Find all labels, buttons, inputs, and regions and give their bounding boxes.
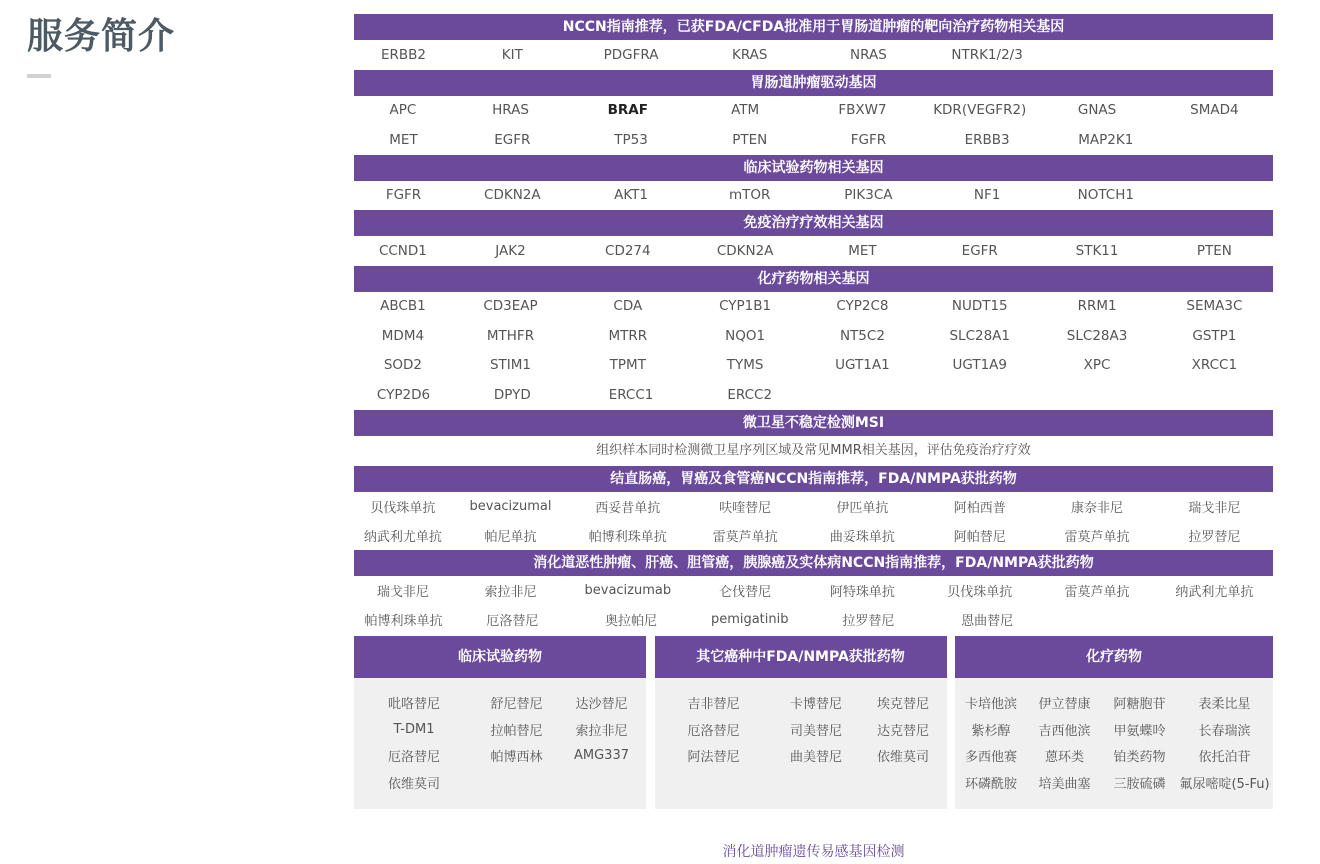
section-header: 免疫治疗疗效相关基因 [354,210,1273,236]
drug-name: 奥拉帕尼 [605,613,658,629]
drug-row [354,521,1273,550]
drug-boxes [354,636,1273,809]
gene-name: PIK3CA [844,187,893,204]
drug-name: 卡博替尼 [789,697,842,713]
drug-name: 吉西他滨 [1038,723,1091,739]
gene-name: NOTCH1 [1077,187,1134,204]
drug-name: 瑞戈非尼 [376,584,429,600]
drug-name: 舒尼替尼 [490,697,543,713]
gene-name: XRCC1 [1191,357,1238,374]
box-row [655,743,947,770]
gene-name: EGFR [494,131,531,148]
drug-name: 阿特珠单抗 [829,584,895,600]
box-header: 其它癌种中FDA/NMPA获批药物 [655,636,947,678]
gene-row [354,125,1273,155]
gene-row [354,96,1273,126]
box-row [655,716,947,743]
drug-name: 伊匹单抗 [836,500,889,516]
gene-row [354,40,1273,70]
drug-name: 西妥昔单抗 [595,500,661,516]
section-header: 消化道恶性肿瘤、肝癌、胆管癌，胰腺癌及实体病NCCN指南推荐，FDA/NMPA获批药物 [354,550,1273,576]
gene-name: PTEN [732,131,768,148]
drug-name: 多西他赛 [964,750,1017,766]
gene-name: MDM4 [381,327,425,344]
gene-name: ATM [731,102,760,119]
box-row [955,743,1273,770]
drug-name: 依维莫司 [387,776,440,792]
drug-name: 环磷酰胺 [964,776,1017,792]
drug-row [354,492,1273,521]
box-header: 化疗药物 [955,636,1273,678]
drug-name: 蒽环类 [1044,750,1084,766]
gene-name: STK11 [1075,242,1119,259]
gene-name: MAP2K1 [1078,131,1134,148]
box-row [354,769,646,796]
gene-name: mTOR [729,187,771,204]
gene-name: PDGFRA [603,46,659,63]
gene-name: KDR(VEGFR2) [933,102,1027,119]
drug-name: 瑞戈非尼 [1188,500,1241,516]
box-row [354,743,646,770]
gene-name: APC [389,102,417,119]
service-content [354,14,1273,809]
gene-name: CCND1 [378,242,427,259]
drug-name: 铂类药物 [1113,750,1166,766]
drug-name: 厄洛替尼 [387,750,440,766]
gene-name: FBXW7 [838,102,887,119]
section-header: 结直肠癌，胃癌及食管癌NCCN指南推荐，FDA/NMPA获批药物 [354,466,1273,492]
gene-name: CD3EAP [483,298,538,315]
gene-row [354,351,1273,381]
drug-name: 恩曲替尼 [961,613,1014,629]
gene-name: SLC28A3 [1066,327,1128,344]
gene-name: NRAS [850,46,887,63]
drug-name: 雷莫芦单抗 [1064,584,1130,600]
drug-name: 氟尿嘧啶(5-Fu) [1179,776,1270,792]
gene-name: SOD2 [383,357,423,374]
drug-name: 依托泊苷 [1198,750,1251,766]
gene-name: FGFR [385,187,422,204]
gene-name: CYP2D6 [376,386,431,403]
gene-name: KIT [501,46,523,63]
box-row [354,716,646,743]
gene-name: NT5C2 [839,327,885,344]
gene-name: DPYD [493,386,531,403]
drug-name: pemigatinib [710,611,789,627]
gene-name: EGFR [961,242,998,259]
gene-name: TPMT [609,357,646,374]
gene-name: MTHFR [486,327,535,344]
box-body [955,678,1273,796]
drug-name: 索拉非尼 [484,584,537,600]
drug-box [354,636,646,809]
title-divider [27,74,51,78]
box-row [354,690,646,717]
hereditary-test-link[interactable]: 消化道肿瘤遗传易感基因检测 [722,844,905,860]
gene-name: UGT1A9 [952,357,1008,374]
drug-name: 雷莫芦单抗 [712,529,778,545]
gene-name: NF1 [973,187,1001,204]
gene-name: PTEN [1196,242,1232,259]
box-row [955,769,1273,796]
drug-name: 表柔比星 [1198,697,1251,713]
drug-name: 帕博西林 [490,750,543,766]
drug-name: 紫杉醇 [971,723,1011,739]
gene-name: BRAF [607,102,648,119]
gene-name: TYMS [726,357,764,374]
gene-name: ERBB2 [380,46,427,63]
gene-name: AKT1 [614,187,648,204]
drug-name: 纳武利尤单抗 [1175,584,1254,600]
gene-name: SLC28A1 [949,327,1011,344]
gene-name: MET [389,131,418,148]
section-header: 胃肠道肿瘤驱动基因 [354,70,1273,96]
drug-name: 阿帕替尼 [953,529,1006,545]
section-header: NCCN指南推荐，已获FDA/CFDA批准用于胃肠道肿瘤的靶向治疗药物相关基因 [354,14,1273,40]
drug-name: 雷莫芦单抗 [1064,529,1130,545]
drug-name: 阿柏西普 [953,500,1006,516]
gene-name: MTRR [608,327,648,344]
gene-name: MET [848,242,877,259]
drug-name: 培美曲塞 [1038,776,1091,792]
drug-row [354,605,1273,634]
drug-name: 贝伐珠单抗 [370,500,436,516]
gene-name: XPC [1083,357,1111,374]
gene-name: ABCB1 [380,298,426,315]
drug-name: 吡咯替尼 [387,697,440,713]
box-row [655,690,947,717]
section-header: 化疗药物相关基因 [354,266,1273,292]
drug-name: 帕博利珠单抗 [588,529,667,545]
gene-name: CDA [613,298,643,315]
page-title: 服务简介 [27,16,176,57]
gene-name: UGT1A1 [835,357,890,374]
gene-name: TP53 [614,131,648,148]
drug-name: 司美替尼 [789,723,842,739]
gene-row [354,292,1273,322]
drug-name: 阿法替尼 [687,750,740,766]
gene-name: NTRK1/2/3 [951,46,1023,63]
box-body [655,678,947,770]
drug-name: 厄洛替尼 [486,613,539,629]
gene-name: SEMA3C [1186,298,1243,315]
gene-name: ERCC2 [727,386,773,403]
drug-name: 卡培他滨 [964,697,1017,713]
drug-name: 帕尼单抗 [484,529,537,545]
drug-name: 呋喹替尼 [719,500,772,516]
drug-name: 纳武利尤单抗 [363,529,442,545]
drug-name: 吉非替尼 [687,697,740,713]
drug-name: bevacizumal [469,498,552,514]
drug-name: 依维莫司 [876,750,929,766]
drug-name: bevacizumab [584,582,672,598]
drug-name: 埃克替尼 [876,697,929,713]
gene-name: RRM1 [1077,298,1117,315]
drug-name: 拉罗替尼 [1188,529,1241,545]
section-header: 临床试验药物相关基因 [354,155,1273,181]
gene-name: HRAS [492,102,529,119]
gene-name: CDKN2A [484,187,541,204]
gene-name: NUDT15 [951,298,1008,315]
box-row [955,690,1273,717]
drug-name: 伊立替康 [1038,697,1091,713]
gene-name: CYP2C8 [836,298,889,315]
drug-name: 长春瑞滨 [1198,723,1251,739]
box-header: 临床试验药物 [354,636,646,678]
drug-name: 康奈非尼 [1071,500,1124,516]
drug-name: 拉帕替尼 [490,723,543,739]
drug-name: 曲美替尼 [789,750,842,766]
gene-name: STIM1 [489,357,532,374]
drug-name: 厄洛替尼 [687,723,740,739]
section-header: 微卫星不稳定检测MSI [354,410,1273,436]
drug-name: 达克替尼 [876,723,929,739]
drug-name: 索拉非尼 [575,723,628,739]
gene-name: KRAS [731,46,768,63]
gene-name: SMAD4 [1190,102,1239,119]
drug-name: 曲妥珠单抗 [829,529,895,545]
drug-name: 甲氨蝶呤 [1113,723,1166,739]
drug-name: 帕博利珠单抗 [364,613,443,629]
box-row [955,716,1273,743]
gene-row [354,321,1273,351]
drug-row [354,576,1273,605]
gene-name: CD274 [605,242,651,259]
section-description: 组织样本同时检测微卫星序列区域及常见MMR相关基因，评估免疫治疗疗效 [596,442,1031,458]
gene-name: JAK2 [495,242,526,259]
gene-name: ERCC1 [608,386,654,403]
drug-box [955,636,1273,809]
gene-row [354,236,1273,266]
drug-name: 贝伐珠单抗 [947,584,1013,600]
gene-name: GNAS [1077,102,1117,119]
gene-name: GSTP1 [1192,327,1237,344]
drug-name: 仑伐替尼 [719,584,772,600]
drug-name: T-DM1 [393,721,435,737]
gene-name: NQO1 [725,327,766,344]
drug-box [655,636,947,809]
gene-row [354,181,1273,211]
drug-name: AMG337 [574,748,629,764]
gene-name: FGFR [850,131,887,148]
drug-name: 拉罗替尼 [842,613,895,629]
drug-name: 达沙替尼 [575,697,628,713]
gene-row [354,380,1273,410]
drug-name: 三胺硫磷 [1113,776,1166,792]
gene-name: ERBB3 [964,131,1010,148]
box-body [354,678,646,796]
gene-name: CDKN2A [716,242,774,259]
gene-name: CYP1B1 [719,298,772,315]
drug-name: 阿糖胞苷 [1113,697,1166,713]
